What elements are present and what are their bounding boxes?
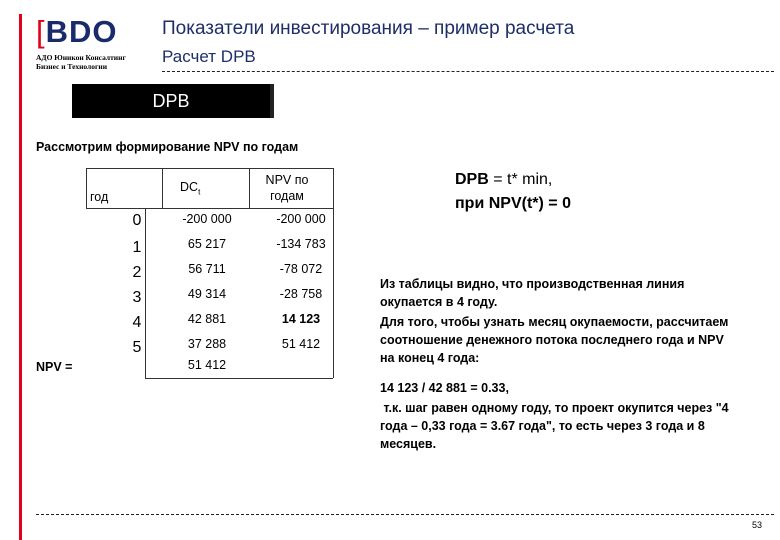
footer-divider: [36, 514, 774, 515]
dpb-banner: DPB: [72, 84, 270, 118]
table-border: [86, 168, 87, 208]
logo-sub-line1: АДО Юникон Консалтинг: [36, 53, 126, 62]
bdo-logo: [36, 16, 118, 47]
table-row-dc: 42 881: [187, 312, 227, 326]
table-row-dc: 49 314: [187, 287, 227, 301]
table-row-npv: -134 783: [276, 237, 326, 251]
table-row-dc: 37 288: [187, 337, 227, 351]
table-border: [86, 208, 333, 209]
formula-dpb: DPB: [455, 171, 489, 188]
logo-bracket-icon: [: [36, 14, 46, 49]
table-row-dc: -200 000: [182, 212, 232, 226]
explanation-conclusion: т.к. шаг равен одному году, то проект окупится через "4 года – 0,33 года = 3.67 года", то есть через 3 года и 8 месяцев.: [380, 401, 733, 451]
table-border: [162, 168, 163, 208]
table-border: [249, 168, 250, 208]
dc-subscript: t: [198, 187, 201, 197]
section-heading: Рассмотрим формирование NPV по годам: [36, 140, 299, 154]
explanation-calc: 14 123 / 42 881 = 0.33,: [380, 381, 509, 395]
logo-text: BDO: [45, 14, 118, 49]
page-title: Показатели инвестирования – пример расчета: [162, 18, 575, 39]
table-row-npv: -28 758: [279, 287, 323, 301]
formula-condition: при NPV(t*) = 0: [455, 195, 571, 212]
table-row-year: 4: [132, 314, 142, 331]
table-border: [86, 168, 333, 169]
dpb-formula: [455, 168, 571, 216]
table-row-npv: -200 000: [276, 212, 326, 226]
table-header-year: год: [90, 190, 109, 204]
accent-bar: [19, 14, 22, 540]
table-border: [145, 378, 333, 379]
explanation-p2: Для того, чтобы узнать месяц окупаемости, рассчитаем соотношение денежного потока последнего года и NPV на конец 4 года:: [380, 315, 729, 365]
page-number: 53: [752, 520, 763, 530]
page-subtitle: Расчет DPB: [162, 47, 256, 66]
logo-subtitle: [36, 53, 126, 71]
table-header-dc: [180, 180, 200, 197]
banner-edge: [270, 84, 274, 118]
dc-label: DC: [180, 180, 199, 194]
npv-header-line2: годам: [270, 189, 304, 203]
npv-total-label: NPV =: [36, 360, 73, 374]
formula-rest: = t* min,: [488, 171, 553, 188]
table-header-npv: [255, 172, 319, 204]
payback-npv-value: 14 123: [281, 312, 321, 326]
table-row-dc: 65 217: [187, 237, 227, 251]
table-row-year: 1: [132, 239, 142, 256]
explanation-p1: Из таблицы видно, что производственная линия окупается в 4 году.: [380, 277, 685, 309]
header-divider: [162, 71, 774, 72]
table-row-year: 3: [132, 289, 142, 306]
table-row-dc: 56 711: [188, 262, 226, 276]
npv-total-value: 51 412: [187, 358, 227, 372]
table-row-npv: -78 072: [279, 262, 323, 276]
logo-sub-line2: Бизнес и Технологии: [36, 62, 108, 71]
table-row-year: 5: [132, 339, 142, 356]
table-row-year: 0: [132, 212, 142, 229]
table-row-year: 2: [132, 264, 142, 281]
table-row-npv: 51 412: [281, 337, 321, 351]
npv-header-line1: NPV по: [265, 173, 309, 187]
